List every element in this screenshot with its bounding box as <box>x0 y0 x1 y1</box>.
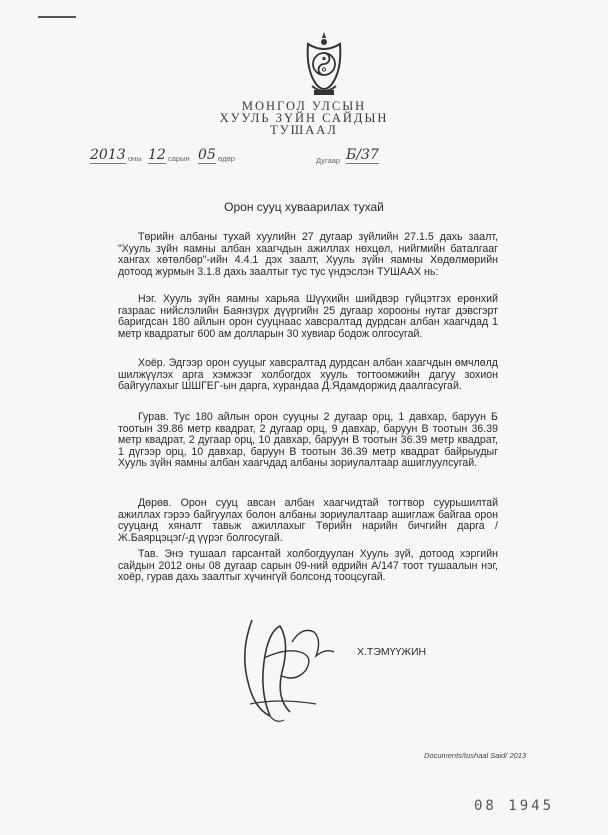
date-year-suffix: оны <box>128 154 142 163</box>
dateline <box>90 147 510 169</box>
date-month: 12 <box>148 147 166 163</box>
date-day-suffix: өдөр <box>218 154 235 163</box>
scan-mark <box>38 16 76 18</box>
order-number-label: Дугаар <box>316 156 341 165</box>
paragraph-five: Тав. Энэ тушаал гарсантай холбогдуулан Хууль зүй, дотоод хэргийн сайдын 2012 оны 08 дугаар сарын 09-ний өдрийн А/147 тоот тушаалын нэг, хоёр, гурав дахь заалтыг хүчингүй болсонд тооцсугай. <box>118 548 498 584</box>
paragraph-two: Хоёр. Эдгээр орон сууцыг хавсралтад дурдсан албан хаагчдын өмчлөлд шилжүүлэх арга хэмжээг холбогдох хууль тогтоомжийн дагуу зохион байгуулахыг ШШГЕГ-ын дарга, хурандаа Д.Ядамдоржид даалгасугай. <box>118 357 498 393</box>
paragraph-three: Гурав. Тус 180 айлын орон сууцны 2 дугаар орц, 1 давхар, баруун Б тоотын 39.86 метр квадрат, 2 дугаар орц, 9 давхар, баруун В тоотын 36.39 метр квадрат, 2 дугаар орц, 10 давхар, баруун В тоотын 36.39 метр квадрат, 1 дүгээр орц, 10 давхар, баруун В тоотын 36.39 метр квадрат байрыудыг Хууль зүйн яамны албан хаагчдад албаны зориулалтаар ашиглуулсугай. <box>118 411 498 470</box>
state-emblem-icon <box>302 30 346 98</box>
paragraph-preamble: Төрийн албаны тухай хуулийн 27 дугаар зүйлийн 27.1.5 дахь заалт, "Хууль зүйн яамны албан хаагчдын ажиллах нөхцөл, нийгмийн баталгааг хангах хөтөлбөр"-ийн 4.4.1 дэх заалт, Хууль зүйн яамны Хөдөлмөрийн дотоод журмын 3.1.8 дахь заалтыг тус тус үндэслэн ТУШААХ нь: <box>118 231 498 278</box>
date-day: 05 <box>198 147 216 163</box>
footer-file-path: Documents/tushaal Said/ 2013 <box>424 751 527 760</box>
paragraph-four: Дөрөв. Орон сууц авсан албан хаагчидтай тогтвор суурьшилтай ажиллах гэрээ байгуулах болон албаны зориулалтаар ашиглаж байгаа орон сууцанд хяналт тавьж ажиллахыг Төрийн нарийн бичгийн дарга /Ж.Баярцэцэг/-д үүрэг болгосугай. <box>118 497 498 544</box>
header-line-country: МОНГОЛ УЛСЫН <box>241 99 367 113</box>
paragraph-one: Нэг. Хууль зүйн яамны харьяа Шүүхийн шийдвэр гүйцэтгэх ерөнхий газраас нийслэлийн Баянзүрх дүүргийн 25 дугаар хорооны нутаг дэвсгэрт баригдсан 180 айлын орон сууцнаас хавсралтад дурдсан албан хаагчдад 1 метр квадратыг 600 ам долларын 30 хувиар бодож олгосугай. <box>118 293 498 340</box>
signer-name: Х.ТЭМҮҮЖИН <box>357 646 427 658</box>
order-number: Б/37 <box>346 147 379 163</box>
date-month-suffix: сарын <box>168 154 190 163</box>
stamp-number: 08 1945 <box>474 798 555 814</box>
date-year: 2013 <box>90 147 126 163</box>
header-line-order: ТУШААЛ <box>270 123 338 137</box>
document-title: Орон сууц хуваарилах тухай <box>224 200 384 214</box>
handwritten-signature <box>230 612 340 727</box>
header-line-ministry: ХУУЛЬ ЗҮЙН САЙДЫН <box>219 111 389 125</box>
